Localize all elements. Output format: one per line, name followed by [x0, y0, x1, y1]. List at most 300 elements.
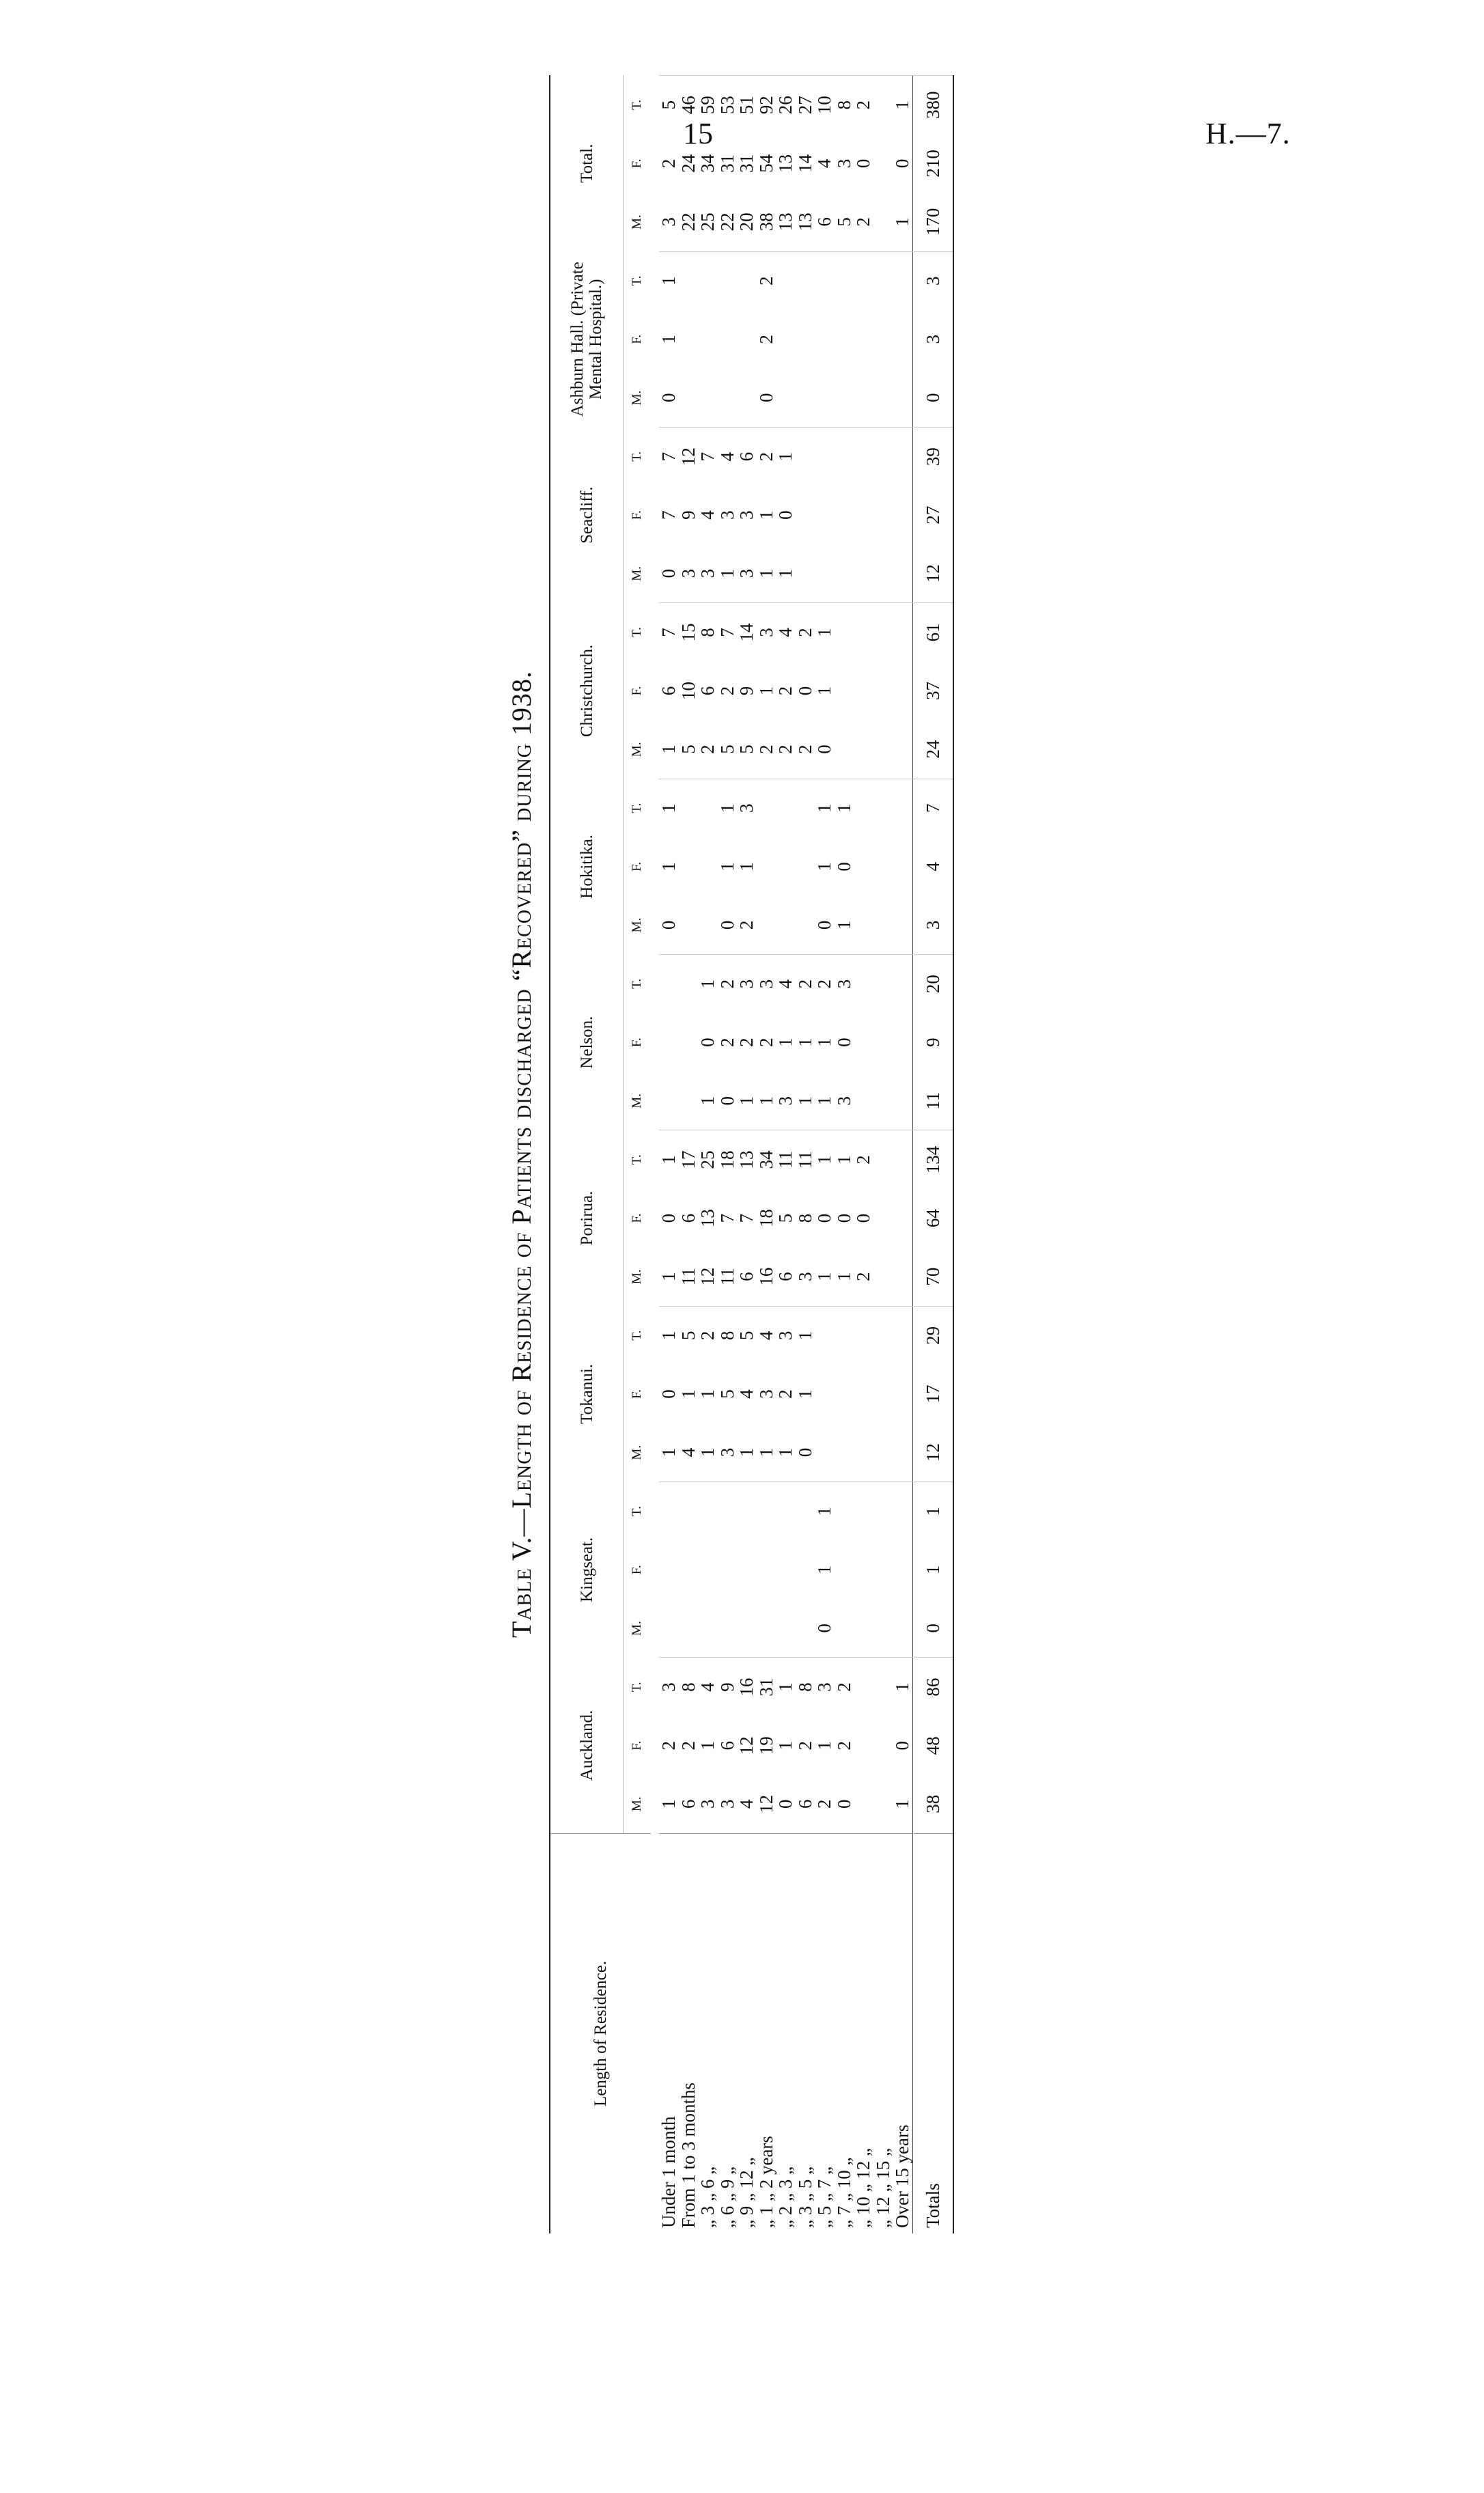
table-cell: 1	[677, 1389, 699, 1399]
table-cell: 1	[716, 862, 738, 872]
table-cell	[776, 1540, 796, 1599]
table-cell: 3	[736, 510, 757, 520]
table-cell	[854, 1423, 873, 1482]
group-header: Seacliff.	[550, 427, 624, 602]
table-cell	[873, 1599, 893, 1658]
table-cell: 0	[794, 1447, 815, 1458]
table-cell	[893, 954, 912, 1013]
table-cell: 1	[658, 744, 680, 754]
table-cell: 0	[892, 1740, 913, 1751]
table-cell: 6	[677, 1799, 699, 1809]
table-cell: 9	[677, 510, 699, 520]
table-cell: 1	[912, 1540, 953, 1599]
table-cell	[835, 486, 854, 544]
table-cell: 1	[736, 1447, 757, 1458]
table-cell: 8	[796, 1658, 815, 1716]
table-cell: 14	[737, 603, 757, 662]
table-cell	[776, 837, 796, 896]
table-cell	[873, 896, 893, 955]
table-cell: 46	[679, 76, 699, 135]
table-cell: 1	[815, 1482, 835, 1541]
table-cell: 61	[912, 603, 953, 662]
group-header: Hokitika.	[550, 779, 624, 954]
table-cell: 2	[775, 686, 796, 696]
table-cell: 1	[893, 1658, 912, 1716]
table-cell	[873, 1306, 893, 1365]
table-cell: 6	[716, 1740, 738, 1751]
table-cell	[873, 251, 893, 310]
row-label: „ 9 „ 12 „	[737, 1833, 757, 2233]
table-cell	[737, 369, 757, 428]
table-cell	[815, 427, 835, 486]
table-cell: 0	[912, 369, 953, 428]
table-row	[679, 76, 699, 2234]
table-cell: 3	[833, 158, 854, 169]
table-cell	[854, 1013, 873, 1072]
table-cell: 9	[912, 1013, 953, 1072]
table-cell: 2	[755, 744, 776, 754]
table-cell: 51	[737, 76, 757, 135]
table-cell: 53	[718, 76, 738, 135]
table-cell	[854, 837, 873, 896]
table-row	[757, 76, 776, 2234]
table-cell	[835, 427, 854, 486]
table-cell	[815, 251, 835, 310]
table-cell: 5	[677, 744, 699, 754]
table-cell	[796, 427, 815, 486]
table-cell: 18	[755, 1209, 776, 1228]
table-cell: 1	[814, 686, 835, 696]
table-cell: 1	[755, 568, 776, 579]
table-cell: 12	[679, 427, 699, 486]
table-cell	[679, 251, 699, 310]
table-cell	[776, 310, 796, 369]
table-cell	[835, 1423, 854, 1482]
row-label: „ 10 „ 12 „	[854, 1833, 873, 2233]
table-cell: 13	[794, 212, 815, 232]
sub-header-m: M.	[630, 1445, 644, 1460]
table-cell: 210	[912, 135, 953, 193]
table-cell: 2	[716, 686, 738, 696]
table-cell: 5	[833, 217, 854, 227]
sub-header-f: F.	[630, 158, 644, 169]
table-cell	[679, 954, 699, 1013]
table-cell	[835, 369, 854, 428]
table-cell: 6	[814, 217, 835, 227]
table-cell	[854, 662, 873, 721]
table-cell	[873, 76, 893, 135]
table-cell	[698, 251, 718, 310]
table-cell: 10	[677, 681, 699, 700]
table-cell	[815, 1423, 835, 1482]
table-cell	[776, 369, 796, 428]
table-cell: 12	[755, 1794, 776, 1813]
table-cell	[893, 1306, 912, 1365]
table-cell: 1	[912, 1482, 953, 1541]
sub-header-t: T.	[630, 451, 644, 462]
residence-table	[549, 75, 954, 2233]
table-row	[698, 76, 718, 2234]
table-cell: 5	[737, 1306, 757, 1365]
table-cell	[835, 662, 854, 721]
table-title	[505, 75, 549, 2233]
table-cell: 59	[698, 76, 718, 135]
table-cell	[854, 1482, 873, 1541]
table-cell	[873, 1775, 893, 1834]
table-cell: 0	[775, 1799, 796, 1809]
table-cell: 5	[659, 76, 679, 135]
table-cell	[796, 310, 815, 369]
table-cell	[893, 837, 912, 896]
table-cell: 1	[815, 1130, 835, 1189]
sub-header-t: T.	[630, 978, 644, 989]
table-cell: 0	[814, 1213, 835, 1223]
table-cell: 1	[776, 427, 796, 486]
row-label: Under 1 month	[659, 1833, 679, 2233]
row-label: „ 3 „ 5 „	[796, 1833, 815, 2233]
table-cell: 9	[736, 686, 757, 696]
sub-header-t: T.	[630, 1682, 644, 1693]
table-cell: 0	[658, 1389, 680, 1399]
table-cell	[835, 1365, 854, 1423]
row-label: „ 3 „ 6 „	[698, 1833, 718, 2233]
table-cell: 3	[697, 568, 718, 579]
table-cell: 0	[697, 1037, 718, 1047]
table-cell: 15	[679, 603, 699, 662]
table-cell: 1	[815, 779, 835, 837]
table-cell	[873, 1716, 893, 1775]
table-cell: 3	[737, 779, 757, 837]
table-cell: 3	[716, 1799, 738, 1809]
table-cell: 6	[775, 1272, 796, 1281]
table-cell: 1	[755, 510, 776, 520]
table-cell	[659, 1072, 679, 1130]
table-cell	[873, 193, 893, 251]
table-cell: 1	[814, 862, 835, 872]
table-cell: 13	[697, 1209, 718, 1228]
table-cell	[893, 1247, 912, 1306]
table-cell	[815, 486, 835, 544]
table-cell	[835, 310, 854, 369]
table-cell: 12	[736, 1736, 757, 1755]
table-cell: 1	[658, 1272, 680, 1281]
table-cell	[757, 1599, 776, 1658]
table-cell: 0	[658, 1213, 680, 1223]
table-cell: 380	[912, 76, 953, 135]
table-cell	[893, 427, 912, 486]
table-cell	[854, 1716, 873, 1775]
rotated-table-block	[505, 75, 997, 2233]
table-cell	[854, 1540, 873, 1599]
table-cell: 0	[853, 158, 874, 169]
sub-header-m: M.	[630, 214, 644, 229]
table-cell: 2	[794, 744, 815, 754]
table-cell	[854, 1658, 873, 1716]
table-cell: 38	[912, 1775, 953, 1834]
table-cell: 6	[658, 686, 680, 696]
sub-header-t: T.	[630, 1154, 644, 1165]
table-cell: 170	[912, 193, 953, 251]
table-cell: 17	[679, 1130, 699, 1189]
table-cell: 1	[755, 1096, 776, 1106]
table-cell	[873, 603, 893, 662]
table-cell	[698, 1540, 718, 1599]
group-header: Tokanui.	[550, 1306, 624, 1481]
table-cell	[893, 1482, 912, 1541]
table-cell: 2	[755, 335, 776, 344]
table-cell	[893, 720, 912, 779]
table-cell: 3	[736, 568, 757, 579]
sub-header-f: F.	[630, 1037, 644, 1048]
table-cell: 3	[912, 896, 953, 955]
row-label: „ 6 „ 9 „	[718, 1833, 738, 2233]
table-cell	[679, 310, 699, 369]
table-cell	[893, 310, 912, 369]
table-cell: 1	[796, 1306, 815, 1365]
table-cell	[835, 720, 854, 779]
table-cell: 4	[814, 158, 835, 169]
table-row	[718, 76, 738, 2234]
table-cell: 1	[892, 217, 913, 227]
table-cell: 7	[659, 427, 679, 486]
table-cell: 4	[757, 1306, 776, 1365]
table-cell: 2	[677, 1740, 699, 1751]
table-cell: 0	[833, 1799, 854, 1809]
table-cell	[873, 486, 893, 544]
table-cell	[757, 1482, 776, 1541]
row-label: „ 12 „ 15 „	[873, 1833, 893, 2233]
table-cell: 0	[775, 510, 796, 520]
table-cell: 2	[833, 1740, 854, 1751]
table-cell: 2	[736, 1037, 757, 1047]
table-cell: 1	[736, 862, 757, 872]
table-cell: 5	[775, 1213, 796, 1223]
table-cell: 1	[775, 568, 796, 579]
table-body	[651, 76, 953, 2234]
table-cell	[835, 1599, 854, 1658]
table-cell: 3	[659, 1658, 679, 1716]
table-cell: 34	[757, 1130, 776, 1189]
table-cell: 20	[912, 954, 953, 1013]
table-cell	[659, 954, 679, 1013]
table-cell: 11	[677, 1268, 699, 1286]
table-cell: 8	[718, 1306, 738, 1365]
table-cell: 17	[912, 1365, 953, 1423]
table-cell	[815, 1306, 835, 1365]
table-cell	[873, 1482, 893, 1541]
table-cell: 1	[776, 1658, 796, 1716]
table-cell	[776, 1599, 796, 1658]
table-cell: 0	[658, 920, 680, 930]
table-cell: 0	[794, 686, 815, 696]
table-cell	[854, 1365, 873, 1423]
table-cell	[737, 1540, 757, 1599]
table-cell	[659, 1013, 679, 1072]
table-row	[835, 76, 854, 2234]
table-cell	[679, 369, 699, 428]
table-cell: 64	[912, 1189, 953, 1248]
table-cell	[854, 720, 873, 779]
row-label: Over 15 years	[893, 1833, 912, 2233]
table-cell	[854, 896, 873, 955]
table-cell: 11	[912, 1072, 953, 1130]
table-cell	[893, 1189, 912, 1248]
table-cell	[679, 1540, 699, 1599]
row-label: Totals	[912, 1833, 953, 2233]
table-cell	[796, 544, 815, 603]
table-cell	[698, 896, 718, 955]
table-cell	[757, 896, 776, 955]
sub-header-t: T.	[630, 1330, 644, 1341]
table-cell	[854, 954, 873, 1013]
table-cell: 1	[697, 1447, 718, 1458]
table-cell: 1	[835, 779, 854, 837]
table-cell: 2	[716, 1037, 738, 1047]
table-row	[796, 76, 815, 2234]
table-cell	[873, 779, 893, 837]
table-cell: 22	[716, 212, 738, 232]
table-cell: 7	[658, 510, 680, 520]
table-cell: 1	[716, 568, 738, 579]
table-cell: 26	[776, 76, 796, 135]
table-cell	[796, 369, 815, 428]
table-cell: 92	[757, 76, 776, 135]
table-cell: 2	[757, 427, 776, 486]
table-cell	[698, 837, 718, 896]
table-cell: 31	[736, 154, 757, 173]
table-cell	[873, 720, 893, 779]
table-cell	[679, 1482, 699, 1541]
table-cell: 1	[833, 920, 854, 930]
table-cell: 3	[716, 510, 738, 520]
table-cell: 4	[776, 603, 796, 662]
table-cell	[698, 779, 718, 837]
table-cell	[873, 427, 893, 486]
table-cell: 2	[814, 1799, 835, 1809]
table-cell: 2	[658, 158, 680, 169]
table-cell	[893, 1423, 912, 1482]
table-cell: 31	[716, 154, 738, 173]
table-row	[659, 76, 679, 2234]
group-header: Porirua.	[550, 1130, 624, 1306]
table-cell	[893, 544, 912, 603]
table-cell: 1	[893, 76, 912, 135]
table-cell: 3	[658, 217, 680, 227]
sub-header-t: T.	[630, 627, 644, 638]
table-cell	[659, 1482, 679, 1541]
table-cell: 1	[658, 1799, 680, 1809]
table-cell	[873, 1658, 893, 1716]
table-cell	[679, 896, 699, 955]
table-cell	[815, 369, 835, 428]
table-cell	[718, 251, 738, 310]
sub-header-f: F.	[630, 1389, 644, 1399]
table-cell: 2	[718, 954, 738, 1013]
table-cell: 7	[736, 1213, 757, 1223]
table-cell: 3	[912, 310, 953, 369]
table-cell: 1	[794, 1389, 815, 1399]
table-cell	[698, 1482, 718, 1541]
table-cell	[873, 1130, 893, 1189]
table-cell: 0	[814, 920, 835, 930]
sub-header-m: M.	[630, 566, 644, 581]
table-cell: 8	[794, 1213, 815, 1223]
sub-header-f: F.	[630, 861, 644, 872]
row-label: „ 5 „ 7 „	[815, 1833, 835, 2233]
table-cell	[854, 544, 873, 603]
sub-header-m: M.	[630, 917, 644, 933]
table-cell	[679, 1599, 699, 1658]
table-cell	[776, 251, 796, 310]
table-cell	[698, 1599, 718, 1658]
table-cell: 1	[697, 1740, 718, 1751]
table-cell: 1	[659, 251, 679, 310]
table-cell: 16	[737, 1658, 757, 1716]
table-cell: 4	[736, 1389, 757, 1399]
table-cell	[659, 1540, 679, 1599]
table-cell: 0	[716, 920, 738, 930]
table-cell	[873, 310, 893, 369]
table-cell	[757, 779, 776, 837]
table-cell	[893, 603, 912, 662]
table-cell: 37	[912, 662, 953, 721]
table-cell	[835, 544, 854, 603]
table-cell: 11	[776, 1130, 796, 1189]
table-cell: 0	[658, 393, 680, 403]
table-cell: 18	[718, 1130, 738, 1189]
table-cell: 29	[912, 1306, 953, 1365]
table-row	[737, 76, 757, 2234]
table-cell: 7	[912, 779, 953, 837]
group-header: Auckland.	[550, 1658, 624, 1833]
table-cell	[698, 310, 718, 369]
table-cell: 5	[736, 744, 757, 754]
sub-header-m: M.	[630, 742, 644, 757]
table-cell: 3	[835, 954, 854, 1013]
table-cell	[893, 662, 912, 721]
table-cell	[796, 1599, 815, 1658]
table-cell	[893, 1540, 912, 1599]
table-cell: 1	[736, 1096, 757, 1106]
table-cell: 4	[697, 510, 718, 520]
table-row	[815, 76, 835, 2234]
table-cell: 2	[736, 920, 757, 930]
table-cell: 0	[853, 1213, 874, 1223]
table-cell: 11	[796, 1130, 815, 1189]
table-cell: 3	[912, 251, 953, 310]
table-cell: 0	[814, 744, 835, 754]
table-cell: 2	[775, 1389, 796, 1399]
table-row	[854, 76, 873, 2234]
table-cell	[873, 1189, 893, 1248]
table-cell: 2	[853, 217, 874, 227]
table-cell: 1	[659, 779, 679, 837]
table-cell: 2	[757, 251, 776, 310]
table-cell: 3	[737, 954, 757, 1013]
table-cell	[796, 896, 815, 955]
table-cell: 6	[677, 1213, 699, 1223]
table-cell	[873, 1423, 893, 1482]
table-cell	[718, 1540, 738, 1599]
length-of-residence-header: Length of Residence.	[550, 1833, 651, 2233]
sub-header-f: F.	[630, 510, 644, 520]
table-cell	[659, 1599, 679, 1658]
table-cell	[854, 1072, 873, 1130]
sub-header-t: T.	[630, 100, 644, 110]
table-cell: 2	[775, 744, 796, 754]
table-cell: 13	[737, 1130, 757, 1189]
table-cell: 6	[794, 1799, 815, 1809]
